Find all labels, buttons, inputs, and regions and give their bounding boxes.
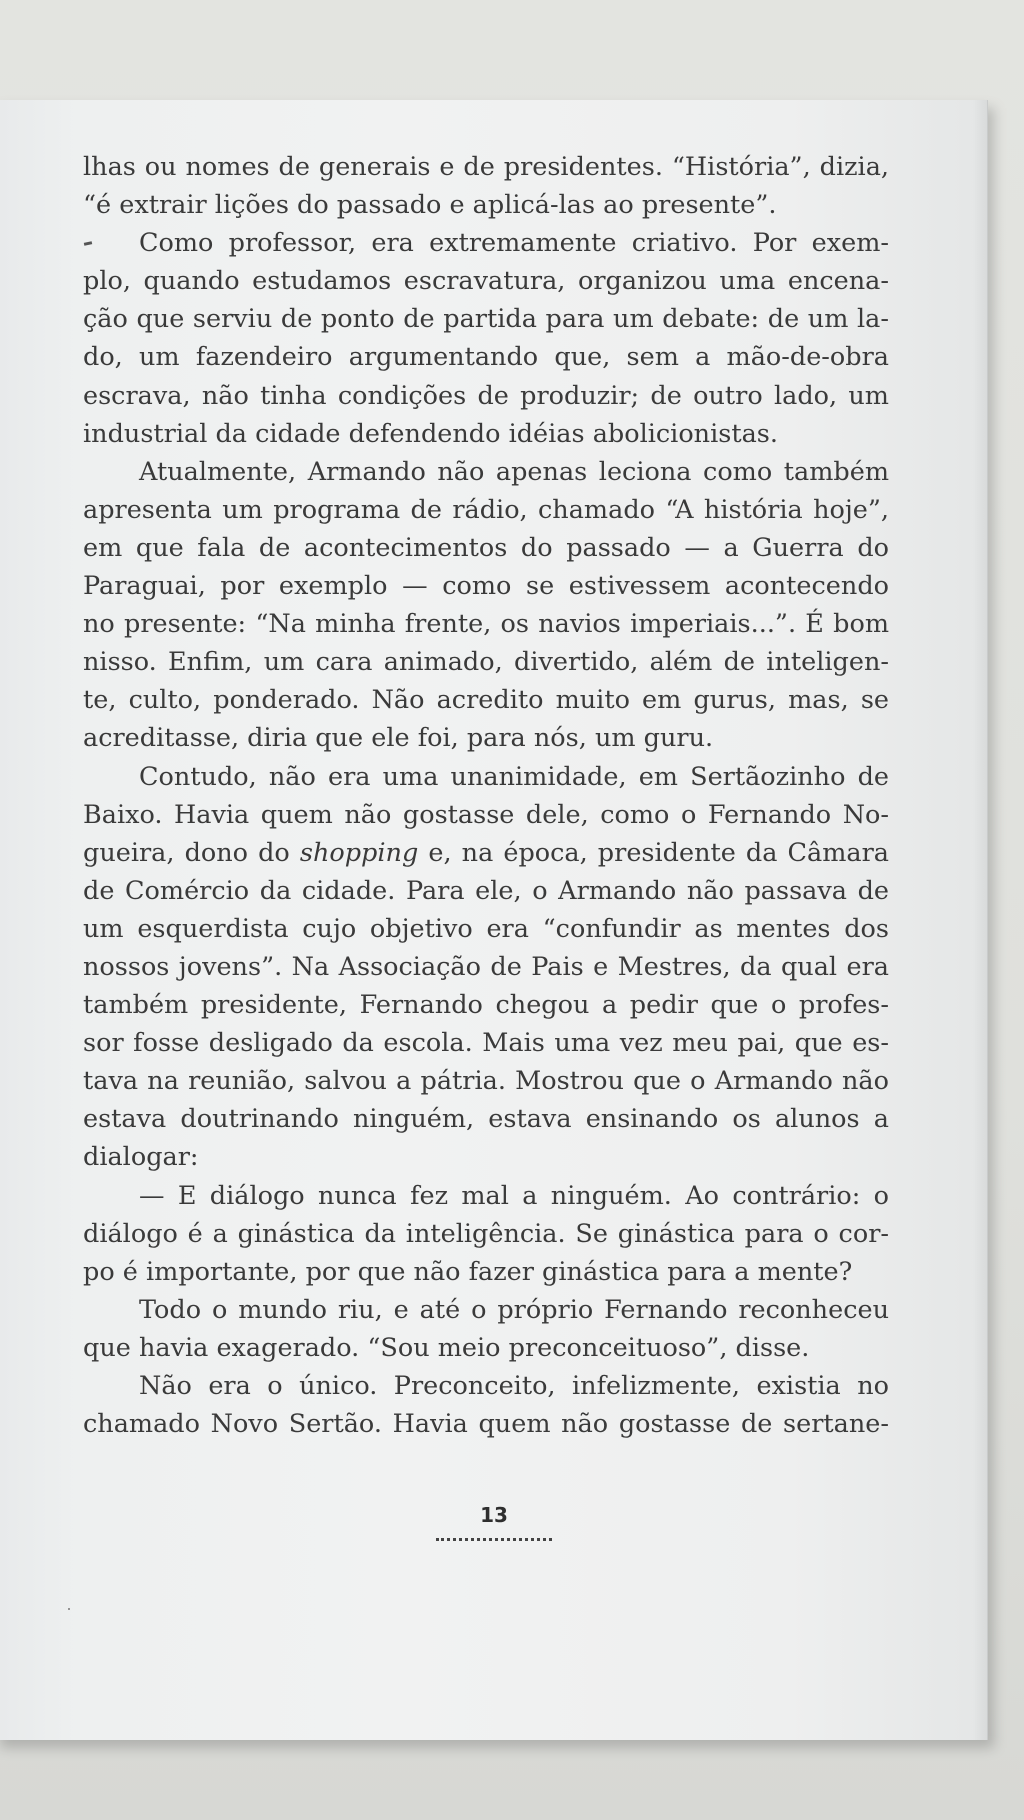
text-line: plo, quando estudamos escravatura, organizou uma encena-: [83, 266, 889, 297]
text-fragment: e, na época, presidente da Câmara: [428, 837, 890, 868]
text-line: no presente: “Na minha frente, os navios imperiais...”. É bom: [83, 609, 889, 640]
text-line: diálogo é a ginástica da inteligência. Se ginástica para o cor-: [83, 1218, 889, 1249]
text-line: que havia exagerado. “Sou meio preconceituoso”, disse.: [83, 1332, 810, 1363]
italic-term: shopping: [299, 837, 419, 868]
text-line: lhas ou nomes de generais e de presidentes. “História”, dizia,: [83, 152, 889, 182]
text-line: Como professor, era extremamente criativo. Por exem-: [139, 228, 889, 259]
text-line: nossos jovens”. Na Associação de Pais e Mestres, da qual era: [83, 951, 889, 982]
page-number: 13: [480, 1503, 508, 1527]
text-line: [83, 834, 889, 872]
text-line: Contudo, não era uma unanimidade, em Sertãozinho de: [139, 761, 889, 792]
page-number-rule: [436, 1538, 552, 1541]
text-line: chamado Novo Sertão. Havia quem não gostasse de sertane-: [83, 1409, 889, 1440]
text-line: po é importante, por que não fazer ginástica para a mente?: [83, 1256, 853, 1287]
page-edge-shading: [973, 100, 987, 1740]
text-line: em que fala de acontecimentos do passado — a Guerra do: [83, 532, 889, 563]
text-line: acreditasse, diria que ele foi, para nós, um guru.: [83, 723, 714, 754]
text-line: Baixo. Havia quem não gostasse dele, como o Fernando No-: [83, 799, 889, 830]
text-line: dialogar:: [83, 1142, 199, 1173]
text-line: também presidente, Fernando chegou a pedir que o profes-: [83, 990, 889, 1021]
text-line: te, culto, ponderado. Não acredito muito em gurus, mas, se: [83, 685, 889, 716]
paper-speck: [68, 1608, 70, 1610]
text-line: um esquerdista cujo objetivo era “confundir as mentes dos: [83, 913, 889, 944]
text-line: sor fosse desligado da escola. Mais uma vez meu pai, que es-: [83, 1028, 889, 1059]
text-line: industrial da cidade defendendo idéias abolicionistas.: [83, 418, 778, 449]
text-line: Paraguai, por exemplo — como se estivessem acontecendo: [83, 571, 889, 602]
text-line: nisso. Enfim, um cara animado, divertido, além de inteligen-: [83, 647, 889, 678]
body-text: [83, 148, 889, 1443]
text-line: de Comércio da cidade. Para ele, o Armando não passava de: [83, 875, 889, 906]
text-line: “é extrair lições do passado e aplicá-las ao presente”.: [83, 190, 777, 221]
text-line: ção que serviu de ponto de partida para um debate: de um la-: [83, 304, 889, 335]
text-line: tava na reunião, salvou a pátria. Mostrou que o Armando não: [83, 1066, 889, 1097]
text-line: do, um fazendeiro argumentando que, sem a mão-de-obra: [83, 342, 889, 373]
text-fragment: gueira, dono do: [83, 837, 290, 868]
text-line: Todo o mundo riu, e até o próprio Fernando reconheceu: [139, 1294, 889, 1325]
text-line: estava doutrinando ninguém, estava ensinando os alunos a: [83, 1104, 889, 1135]
text-line: escrava, não tinha condições de produzir; de outro lado, um: [83, 380, 889, 411]
text-line: apresenta um programa de rádio, chamado “A história hoje”,: [83, 494, 889, 525]
text-line: Não era o único. Preconceito, infelizmente, existia no: [139, 1371, 889, 1401]
text-line: Atualmente, Armando não apenas leciona como também: [139, 456, 889, 487]
text-line: — E diálogo nunca fez mal a ninguém. Ao contrário: o: [139, 1180, 889, 1211]
